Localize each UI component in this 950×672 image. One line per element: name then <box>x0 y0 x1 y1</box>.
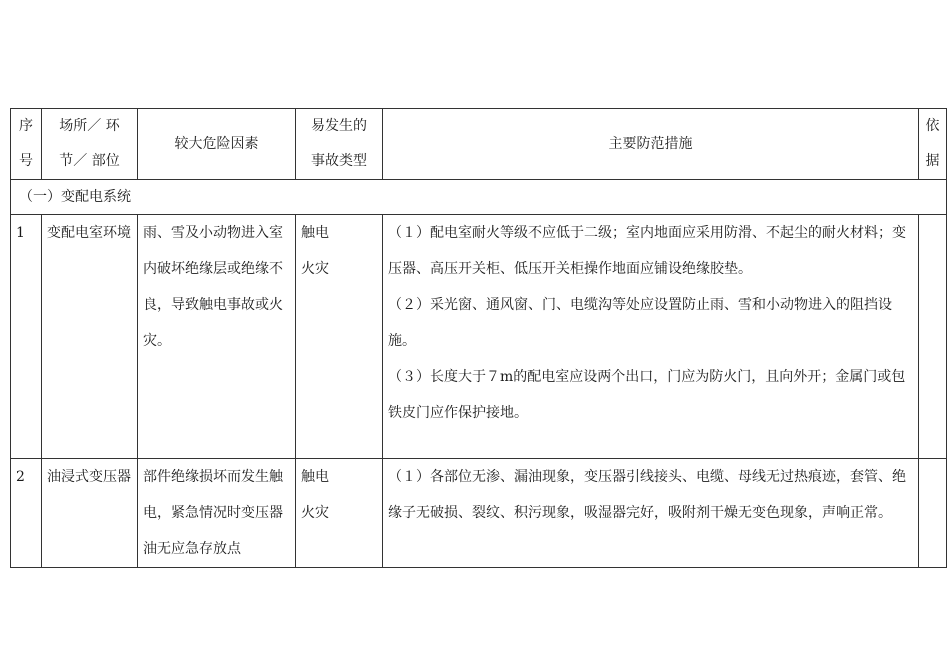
header-location: 场所／ 环 节／ 部位 <box>42 109 138 180</box>
hazard-table <box>10 108 947 568</box>
row-index: 2 <box>11 459 42 568</box>
row-accident: 触电 火灾 <box>296 459 383 568</box>
row-hazard: 部件绝缘损坏而发生触电，紧急情况时变压器油无应急存放点 <box>138 459 296 568</box>
section-title: （一）变配电系统 <box>11 180 947 215</box>
header-accident: 易发生的 事故类型 <box>296 109 383 180</box>
row-basis <box>919 459 947 568</box>
row-hazard: 雨、雪及小动物进入室内破坏绝缘层或绝缘不良，导致触电事故或火灾。 <box>138 215 296 459</box>
row-location: 油浸式变压器 <box>42 459 138 568</box>
row-basis <box>919 215 947 459</box>
header-hazard: 较大危险因素 <box>138 109 296 180</box>
header-measures: 主要防范措施 <box>383 109 919 180</box>
row-accident: 触电 火灾 <box>296 215 383 459</box>
header-row <box>11 109 947 180</box>
measure-item: （３）长度大于７m的配电室应设两个出口，门应为防火门，且向外开；金属门或包铁皮门应作保护接地。 <box>388 369 906 421</box>
row-location: 变配电室环境 <box>42 215 138 459</box>
measure-item: （２）采光窗、通风窗、门、电缆沟等处应设置防止雨、雪和小动物进入的阻挡设施。 <box>388 297 892 349</box>
measure-item: （１）各部位无渗、漏油现象，变压器引线接头、电缆、母线无过热痕迹，套管、绝缘子无破损、裂纹、积污现象，吸湿器完好，吸附剂干燥无变色现象，声响正常。 <box>388 469 906 521</box>
row-measures <box>383 459 919 568</box>
row-index: 1 <box>11 215 42 459</box>
measure-item: （１）配电室耐火等级不应低于二级；室内地面应采用防滑、不起尘的耐火材料；变压器、高压开关柜、低压开关柜操作地面应铺设绝缘胶垫。 <box>388 225 906 277</box>
header-index: 序 号 <box>11 109 42 180</box>
table-row <box>11 459 947 568</box>
table-row <box>11 215 947 459</box>
section-row <box>11 180 947 215</box>
header-basis: 依 据 <box>919 109 947 180</box>
row-measures <box>383 215 919 459</box>
